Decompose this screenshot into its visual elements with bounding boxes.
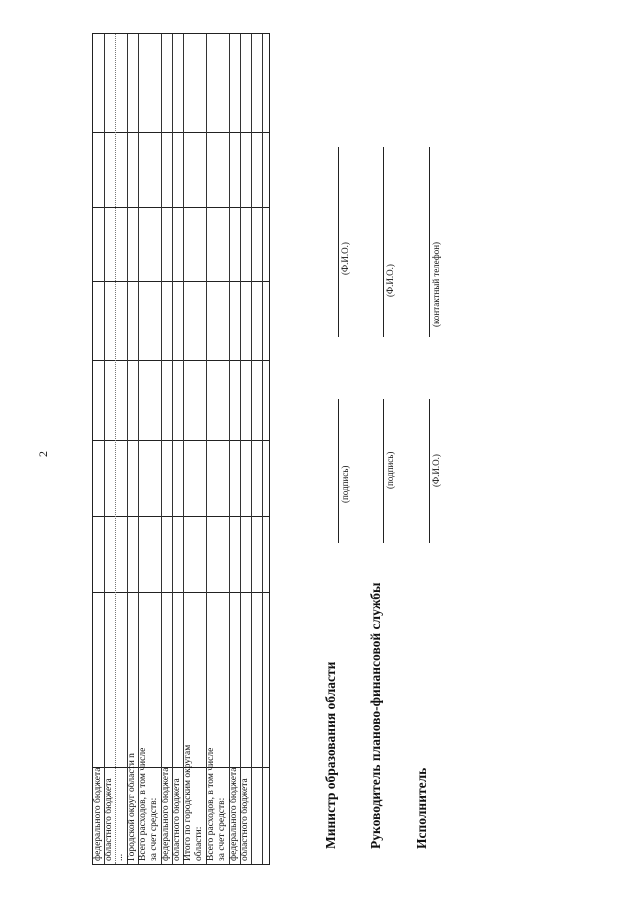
column-divider — [93, 207, 269, 208]
table-row-label: федерального бюджета — [161, 767, 171, 861]
column-divider — [93, 360, 269, 361]
column-divider — [93, 132, 269, 133]
executor-name-caption: (Ф.И.О.) — [431, 454, 441, 487]
finance-head-name-line — [383, 147, 384, 337]
table-row-label: за счет средств: — [217, 797, 227, 861]
row-divider — [115, 34, 116, 864]
row-divider — [262, 34, 263, 864]
table-row-label: областного бюджета — [240, 778, 250, 861]
table-row-label: областного бюджета — [172, 778, 182, 861]
row-divider — [172, 34, 173, 864]
executor-phone-line — [429, 147, 430, 337]
minister-signature-line — [338, 399, 339, 543]
row-divider — [138, 34, 139, 864]
table-row-label: за счет средств: — [149, 797, 159, 861]
minister-name-line — [338, 147, 339, 337]
column-divider — [93, 440, 269, 441]
minister-name-caption: (Ф.И.О.) — [340, 242, 350, 275]
column-divider — [93, 516, 269, 517]
table-row-label: областного бюджета — [104, 778, 114, 861]
minister-signature-caption: (подпись) — [340, 465, 350, 503]
finance-head-title: Руководитель планово-финансовой службы — [368, 582, 383, 849]
table-row-label: Всего расходов, в том числе — [206, 747, 216, 861]
table-row-label: области: — [194, 826, 204, 861]
column-divider — [93, 592, 269, 593]
table-row-label: Городской округ области n — [127, 753, 137, 861]
row-divider — [229, 34, 230, 864]
row-divider — [251, 34, 252, 864]
row-divider — [127, 34, 128, 864]
finance-head-signature-caption: (подпись) — [385, 451, 395, 489]
row-divider — [183, 34, 184, 864]
executor-name-line — [429, 399, 430, 543]
executor-title: Исполнитель — [414, 767, 429, 849]
table-row-label: Итого по городским округам — [183, 744, 193, 861]
column-divider — [93, 281, 269, 282]
minister-title: Министр образования области — [323, 661, 338, 849]
table-row-label: федерального бюджета — [93, 767, 103, 861]
finance-head-signature-line — [383, 399, 384, 543]
table-row-label: Всего расходов, в том числе — [138, 747, 148, 861]
table-row-label: ... — [115, 853, 125, 861]
executor-phone-caption: (контактный телефон) — [431, 241, 441, 327]
page-number: 2 — [36, 451, 50, 457]
row-divider — [240, 34, 241, 864]
column-divider — [93, 767, 269, 768]
finance-head-name-caption: (Ф.И.О.) — [385, 264, 395, 297]
row-divider — [206, 34, 207, 864]
table-row-label: федерального бюджета — [229, 767, 239, 861]
row-divider — [104, 34, 105, 864]
row-divider — [161, 34, 162, 864]
budget-table — [92, 33, 270, 865]
